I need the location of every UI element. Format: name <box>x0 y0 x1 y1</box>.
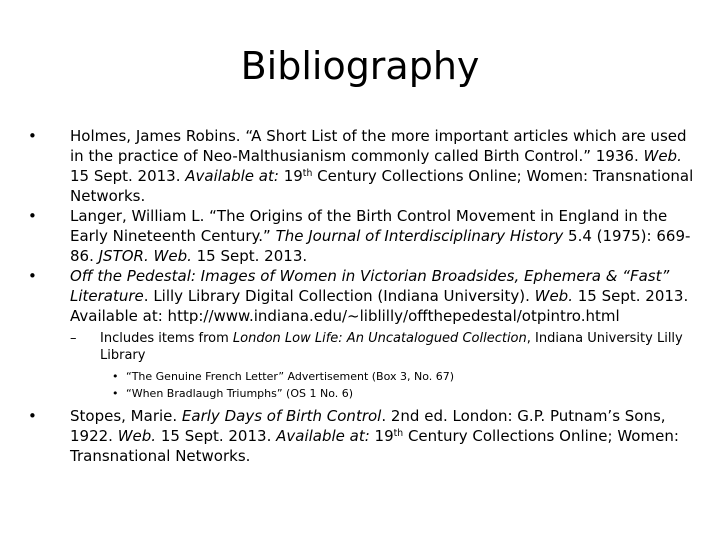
entry-web: Web. <box>643 147 682 165</box>
bullet-icon: • <box>28 407 37 425</box>
bullet-icon: • <box>112 387 119 400</box>
entry-journal: The Journal of Interdisciplinary History <box>275 227 564 245</box>
entry-text: Stopes, Marie. <box>70 407 182 425</box>
entry-text: Century Collections Online; Women: Transnational Networks. <box>70 427 679 465</box>
entry-text: Holmes, James Robins. “A Short List of the more important articles which are used in the practice of Neo-Malthusianism commonly called Birth Control.” 1936. <box>70 127 687 165</box>
sub-sub-entry <box>28 385 700 402</box>
entry-text: 15 Sept. 2013. <box>191 247 308 265</box>
sub-entry-collection: London Low Life: An Uncatalogued Collection <box>232 331 527 346</box>
entry-available-at: Available at: <box>185 167 279 185</box>
entry-superscript: th <box>393 427 404 439</box>
entry-text: Langer, William L. “The Origins of the Birth Control Movement in England in the Early Nineteenth Century.” <box>70 207 668 245</box>
bibliography-entry <box>28 406 700 466</box>
sub-entry-text: Includes items from <box>100 331 233 346</box>
bullet-icon: • <box>28 207 37 225</box>
sub-entry-text: , Indiana University Lilly Library <box>100 331 683 363</box>
entry-text: Century Collections Online; Women: Transnational Networks. <box>70 167 694 205</box>
entry-text: 19 <box>369 427 394 445</box>
entry-text: 5.4 (1975): 669-86. <box>70 227 691 265</box>
entry-web: Web. <box>117 427 157 445</box>
sub-entry <box>28 330 700 402</box>
bullet-icon: • <box>28 127 37 145</box>
entry-web: Web. <box>153 247 192 265</box>
entry-text: 15 Sept. 2013. <box>156 427 277 445</box>
entry-title: Early Days of Birth Control <box>181 407 382 425</box>
sub-sub-entry-text: “The Genuine French Letter” Advertisement (Box 3, No. 67) <box>126 370 455 383</box>
sub-sub-entry <box>28 368 700 385</box>
entry-text: 15 Sept. 2013. <box>70 167 186 185</box>
bibliography-entry <box>28 126 700 206</box>
bullet-icon: • <box>112 370 119 383</box>
bibliography-list <box>28 126 700 466</box>
entry-text: 19 <box>278 167 303 185</box>
entry-text: . 2nd ed. London: G.P. Putnam’s Sons, 1922. <box>70 407 666 445</box>
entry-text: . Lilly Library Digital Collection (Indiana University). <box>143 287 535 305</box>
entry-available-at: Available at: <box>276 427 370 445</box>
slide-title: Bibliography <box>240 44 480 88</box>
entry-title: Off the Pedestal: Images of Women in Victorian Broadsides, Ephemera & “Fast” Literature <box>70 267 670 305</box>
dash-icon: – <box>70 331 77 346</box>
sub-sub-entry-text: “When Bradlaugh Triumphs” (OS 1 No. 6) <box>126 387 354 400</box>
bullet-icon: • <box>28 267 37 285</box>
bibliography-entry <box>28 266 700 402</box>
entry-jstor: JSTOR. <box>98 247 149 265</box>
entry-web: Web. <box>534 287 573 305</box>
entry-superscript: th <box>302 167 313 179</box>
entry-text: 15 Sept. 2013. Available at: http://www.indiana.edu/~liblilly/offthepedestal/otpintro.html <box>70 287 689 325</box>
bibliography-entry <box>28 206 700 266</box>
